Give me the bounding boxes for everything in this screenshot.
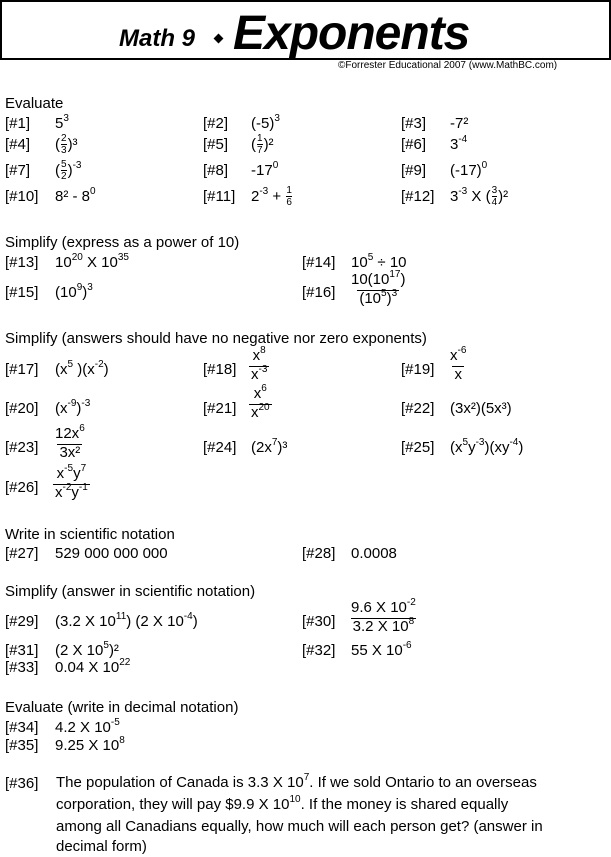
problem-7: ( $\frac{5}{2}$ )$^{-3}$	[55, 159, 82, 182]
problem-label: [#15]	[5, 284, 39, 301]
problem-28: 0.0008	[351, 545, 397, 562]
problem-17: ($x^5$ )$(x^{-2})$	[55, 359, 109, 378]
problem-label: [#26]	[5, 479, 39, 496]
problem-2: $(-5)^3$	[251, 113, 280, 132]
problem-22: (3x²)(5x³)	[450, 400, 512, 417]
problem-33: 0.04 X $10^{22}$	[55, 657, 131, 676]
problem-23: $\frac{12x^6}{\text{3x²}}$	[55, 423, 85, 461]
problem-label: [#25]	[401, 439, 435, 456]
problem-label: [#30]	[302, 613, 336, 630]
problem-34: 4.2 X $10^{-5}$	[55, 717, 120, 736]
problem-label: [#35]	[5, 737, 39, 754]
problem-31: (2 X $10^5)^2$	[55, 640, 119, 659]
problem-label: [#9]	[401, 162, 427, 179]
diamond-icon	[214, 34, 224, 44]
problem-label: [#32]	[302, 642, 336, 659]
problem-label: [#33]	[5, 659, 39, 676]
problem-21: $\frac{x^6}{x^{20}}$	[251, 383, 270, 421]
section-heading: Simplify (answer in scientific notation)	[5, 583, 256, 600]
problem-label: [#13]	[5, 254, 39, 271]
problem-18: $\frac{x^8}{x^{-3}}$	[251, 345, 268, 383]
problem-24: $(2x^7)^3$	[251, 437, 288, 456]
problem-11: $2^{-3}$ + $\frac{1}{6}$	[251, 185, 292, 208]
problem-25: $(x^5y^{-3})(xy^{-4})$	[450, 437, 524, 456]
section-heading: Simplify (answers should have no negative nor zero exponents)	[5, 330, 427, 347]
problem-label: [#11]	[203, 188, 236, 205]
problem-label: [#31]	[5, 642, 39, 659]
course-title: Math 9	[119, 25, 196, 52]
problem-13: $10^{20}$ X $10^{35}$	[55, 252, 129, 271]
problem-10: $8^2 - 8^0$	[55, 186, 96, 205]
problem-label: [#8]	[203, 162, 229, 179]
problem-label: [#6]	[401, 136, 427, 153]
problem-label: [#36]	[5, 775, 39, 792]
problem-label: [#3]	[401, 115, 427, 132]
section-heading: Evaluate (write in decimal notation)	[5, 699, 239, 716]
problem-label: [#18]	[203, 361, 237, 378]
problem-label: [#16]	[302, 284, 336, 301]
problem-label: [#29]	[5, 613, 39, 630]
problem-label: [#24]	[203, 439, 237, 456]
problem-5: ( $\frac{1}{7}$ )²	[251, 133, 274, 156]
problem-14: $10^5 \div 10$	[351, 252, 407, 271]
problem-label: [#2]	[203, 115, 229, 132]
problem-label: [#10]	[5, 188, 39, 205]
problem-label: [#19]	[401, 361, 435, 378]
problem-12: $3^{-3}$ X ( $\frac{3}{4}$ )²	[450, 185, 509, 208]
problem-4: ( $\frac{2}{3}$ )³	[55, 133, 78, 156]
problem-label: [#22]	[401, 400, 435, 417]
problem-30: $\frac{9.6 X 10^{-2}}{3.2 X 10^8}$	[351, 597, 416, 635]
problem-label: [#4]	[5, 136, 31, 153]
problem-label: [#17]	[5, 361, 39, 378]
section-heading: Evaluate	[5, 95, 64, 112]
problem-1: $5^3$	[55, 113, 69, 132]
problem-27: 529 000 000 000	[55, 545, 168, 562]
copyright: ©Forrester Educational 2007 (www.MathBC.com)	[338, 60, 558, 71]
problem-label: [#23]	[5, 439, 39, 456]
problem-20: $(x^{-9})^{-3}$	[55, 398, 91, 417]
problem-label: [#27]	[5, 545, 39, 562]
problem-label: [#21]	[203, 400, 237, 417]
problem-36: The population of Canada is 3.3 X $10^7$. If we sold Ontario to an overseas corporation, they will pay $9.9 X $10^{10}$. If the money is shared equally among all Canadians equally, how much will each person get? (answer in decimal form)	[56, 772, 543, 855]
problem-29: (3.2 X $10^{11}$) (2 X $10^{-4}$)	[55, 611, 198, 630]
page-title: Exponents	[233, 7, 470, 60]
problem-26: $\frac{x^{-5}y^7}{x^{-2}y^{-1}}$	[55, 463, 88, 501]
problem-16: $\frac{10(10^{17})}{(10^5)^3}$	[351, 269, 406, 307]
problem-35: 9.25 X $10^8$	[55, 735, 125, 754]
problem-label: [#7]	[5, 162, 31, 179]
problem-label: [#28]	[302, 545, 336, 562]
title-box	[0, 0, 611, 60]
problem-label: [#34]	[5, 719, 39, 736]
section-heading: Write in scientific notation	[5, 526, 175, 543]
problem-label: [#12]	[401, 188, 435, 205]
problem-8: $-17^0$	[251, 160, 279, 179]
problem-3: -7²	[450, 115, 469, 132]
problem-15: $(10^9)^3$	[55, 282, 93, 301]
section-heading: Simplify (express as a power of 10)	[5, 234, 240, 251]
problem-32: 55 X $10^{-6}$	[351, 640, 412, 659]
problem-6: $3^{-4}$	[450, 134, 468, 153]
problem-label: [#14]	[302, 254, 336, 271]
problem-label: [#1]	[5, 115, 31, 132]
problem-19: $\frac{x^{-6}}{x}$	[450, 345, 467, 383]
problem-label: [#5]	[203, 136, 229, 153]
problem-label: [#20]	[5, 400, 39, 417]
problem-9: $(-17)^0$	[450, 160, 488, 179]
